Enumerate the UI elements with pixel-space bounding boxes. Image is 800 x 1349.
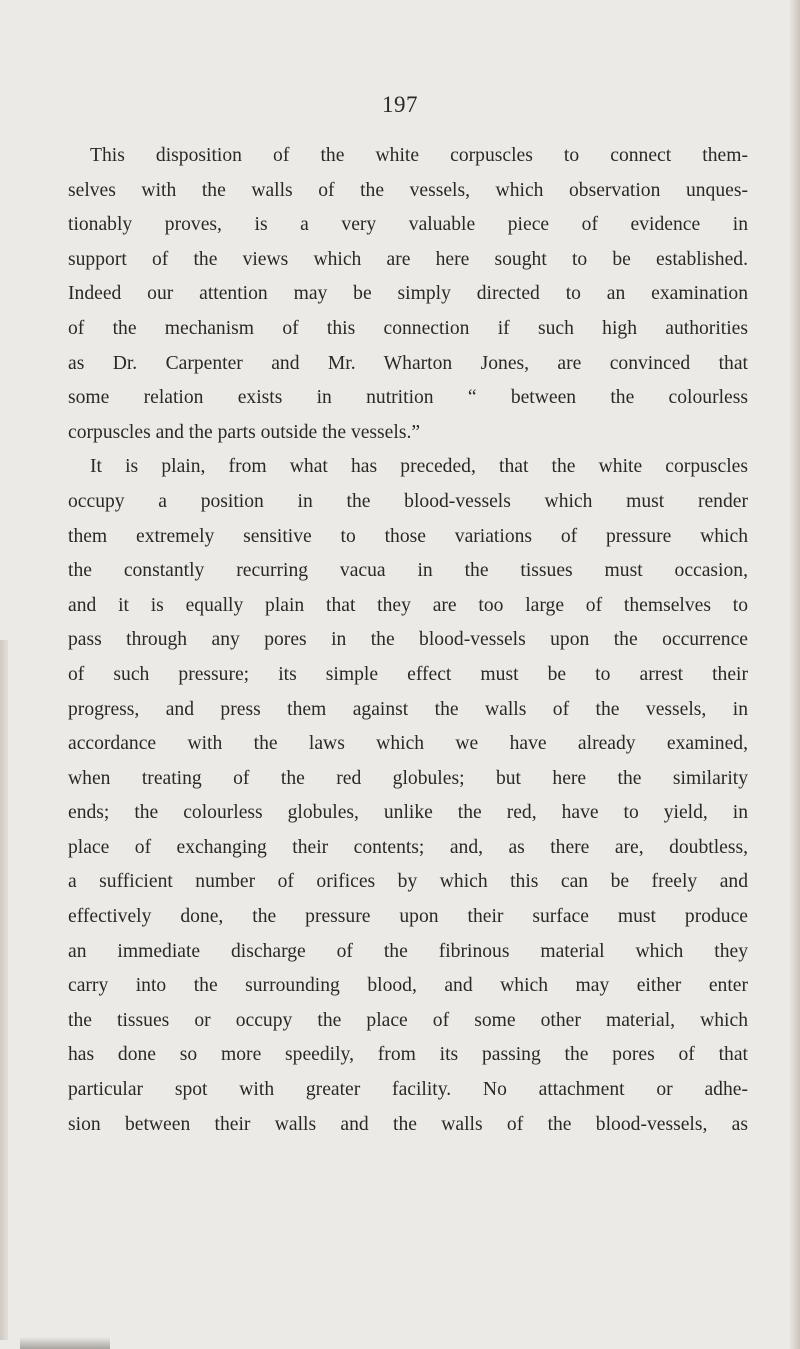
text-line: and it is equally plain that they are too large of themselves to — [68, 594, 748, 616]
text-line: as Dr. Carpenter and Mr. Wharton Jones, are convinced that — [68, 352, 748, 374]
text-line: of such pressure; its simple effect must be to arrest their — [68, 663, 748, 685]
text-line: Indeed our attention may be simply directed to an examination — [68, 283, 748, 305]
text-line: progress, and press them against the walls of the vessels, in — [68, 698, 748, 720]
text-line: a sufficient number of orifices by which this can be freely and — [68, 871, 748, 893]
text-line: when treating of the red globules; but here the similarity — [68, 767, 748, 789]
text-line: has done so more speedily, from its passing the pores of that — [68, 1044, 748, 1066]
text-line: an immediate discharge of the fibrinous material which they — [68, 940, 748, 962]
text-line: This disposition of the white corpuscles to connect them- — [90, 145, 748, 166]
text-line: tionably proves, is a very valuable piece of evidence in — [68, 214, 748, 236]
text-line: particular spot with greater facility. No attachment or adhe- — [68, 1079, 748, 1101]
text-line: carry into the surrounding blood, and which may either enter — [68, 975, 748, 997]
text-line: the tissues or occupy the place of some other material, which — [68, 1009, 748, 1031]
page-number: 197 — [382, 92, 418, 117]
page-edge-left — [0, 640, 8, 1340]
text-line: selves with the walls of the vessels, which observation unques- — [68, 179, 748, 201]
page-edge-right — [790, 0, 800, 1349]
text-line: corpuscles and the parts outside the vessels.” — [68, 421, 421, 443]
text-line: pass through any pores in the blood-vessels upon the occurrence — [68, 629, 748, 651]
text-line: them extremely sensitive to those variations of pressure which — [68, 525, 748, 547]
text-line: ends; the colourless globules, unlike the red, have to yield, in — [68, 802, 748, 824]
text-line: It is plain, from what has preceded, that the white corpuscles — [90, 456, 748, 478]
page-bottom-shadow — [20, 1337, 110, 1349]
body-text — [68, 139, 748, 1142]
text-line: some relation exists in nutrition “ between the colourless — [68, 387, 748, 409]
text-line: the constantly recurring vacua in the tissues must occasion, — [68, 560, 748, 582]
text-line: accordance with the laws which we have already examined, — [68, 733, 748, 755]
text-line: place of exchanging their contents; and, as there are, doubtless, — [68, 836, 748, 858]
text-line: support of the views which are here sought to be established. — [68, 248, 748, 270]
text-line: effectively done, the pressure upon their surface must produce — [68, 906, 748, 928]
text-line: sion between their walls and the walls of the blood-vessels, as — [68, 1113, 748, 1135]
text-line: of the mechanism of this connection if such high authorities — [68, 317, 748, 339]
text-line: occupy a position in the blood-vessels which must render — [68, 490, 748, 512]
